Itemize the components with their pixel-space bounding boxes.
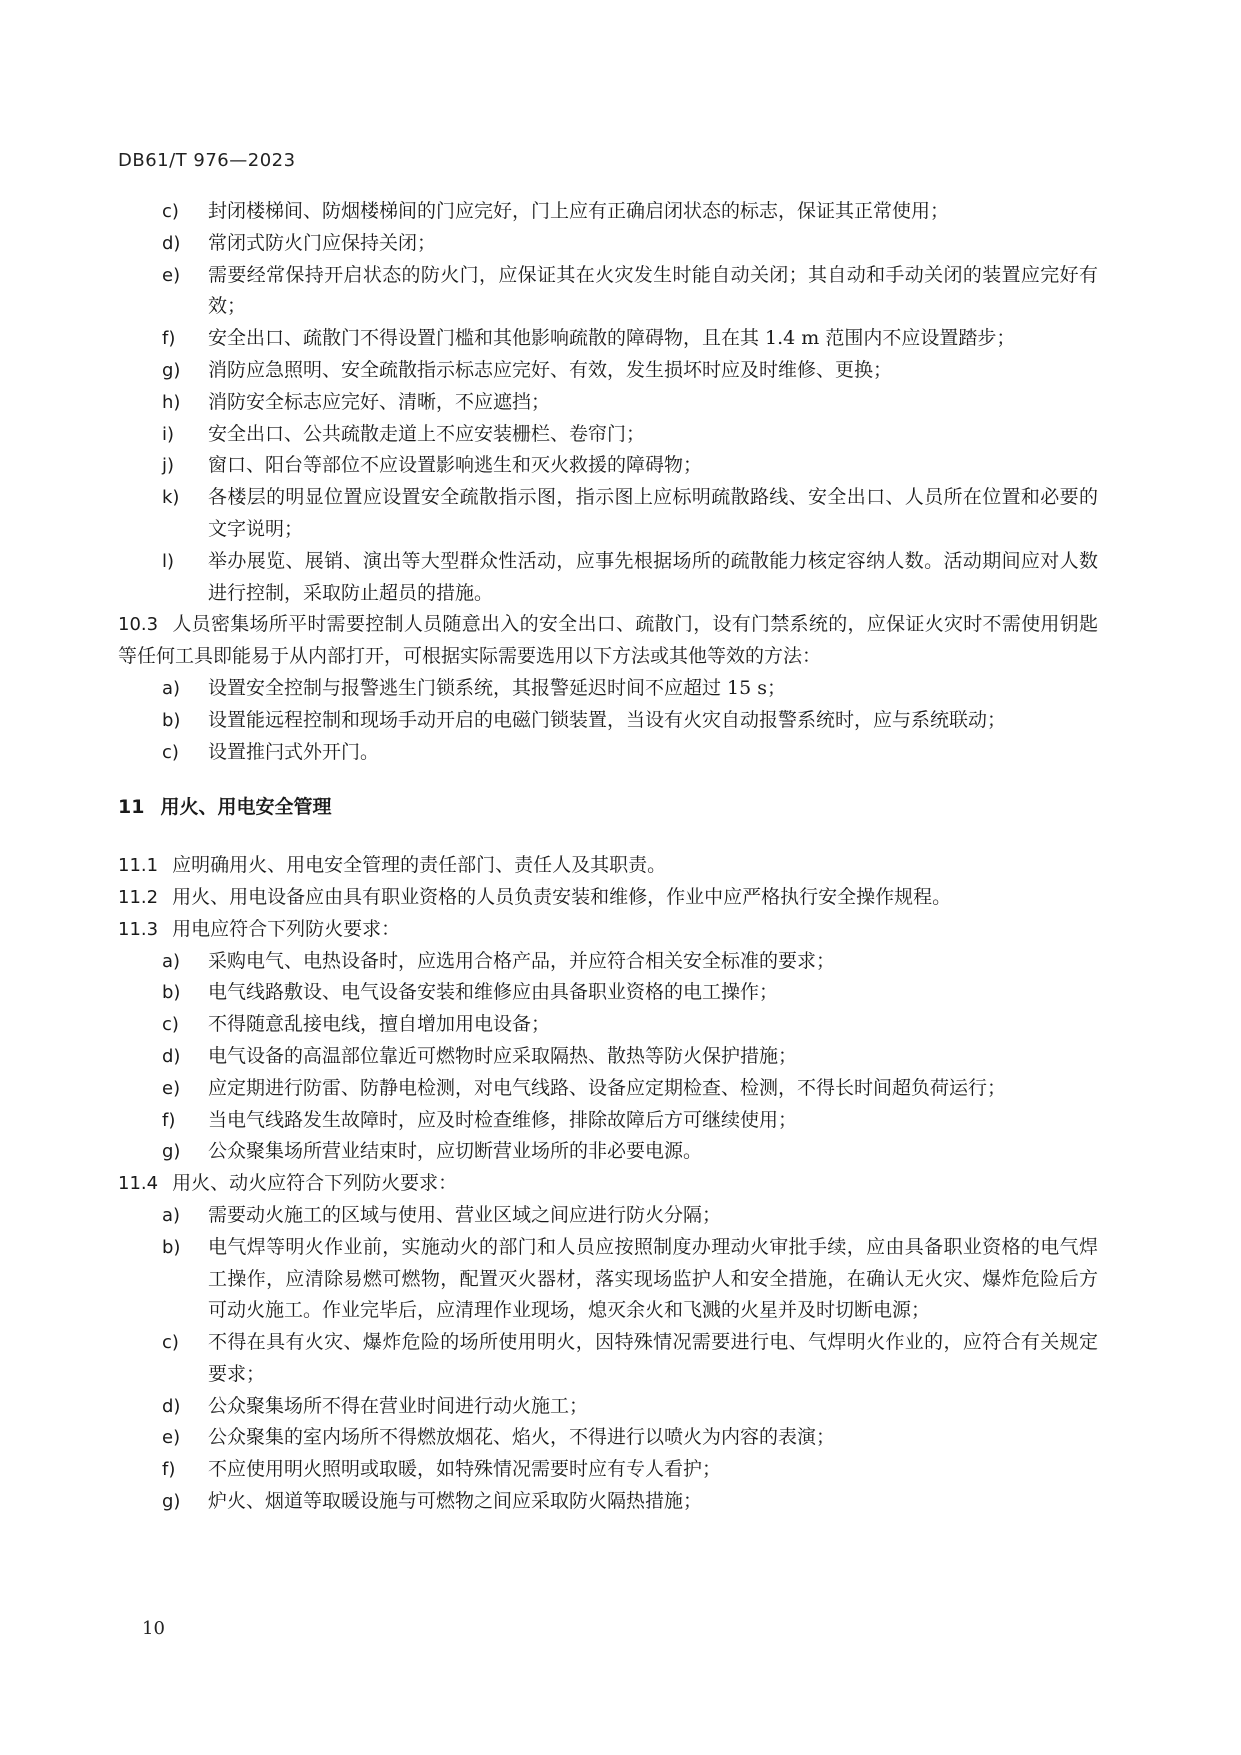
list-text: 公众聚集场所营业结束时，应切断营业场所的非必要电源。 bbox=[208, 1140, 703, 1163]
list-item bbox=[162, 1391, 1098, 1423]
list-marker: c) bbox=[162, 201, 179, 222]
list-item bbox=[162, 228, 1098, 260]
list-text: 安全出口、疏散门不得设置门槛和其他影响疏散的障碍物，且在其 1.4 m 范围内不应设置踏步； bbox=[208, 327, 1016, 350]
list-item bbox=[162, 387, 1098, 419]
list-text: 当电气线路发生故障时，应及时检查维修，排除故障后方可继续使用； bbox=[208, 1108, 798, 1131]
clause-text: 人员密集场所平时需要控制人员随意出入的安全出口、疏散门，设有门禁系统的，应保证火灾时不需使用钥匙等任何工具即能易于从内部打开，可根据实际需要选用以下方法或其他等效的方法： bbox=[118, 613, 1098, 668]
list-text: 应定期进行防雷、防静电检测，对电气线路、设备应定期检查、检测，不得长时间超负荷运行； bbox=[208, 1076, 1007, 1099]
list-text: 各楼层的明显位置应设置安全疏散指示图，指示图上应标明疏散路线、安全出口、人员所在位置和必要的文字说明； bbox=[208, 486, 1098, 540]
page-number: 10 bbox=[142, 1618, 165, 1639]
list-text: 常闭式防火门应保持关闭； bbox=[208, 231, 437, 254]
list-item bbox=[162, 1009, 1098, 1041]
list-item bbox=[162, 1327, 1098, 1391]
list-text: 不得随意乱接电线，擅自增加用电设备； bbox=[208, 1013, 551, 1036]
list-marker: g) bbox=[162, 359, 181, 381]
list-text: 窗口、阳台等部位不应设置影响逃生和灭火救援的障碍物； bbox=[208, 454, 703, 477]
list-text: 需要动火施工的区域与使用、营业区域之间应进行防火分隔； bbox=[208, 1203, 722, 1226]
list-marker: c) bbox=[162, 1014, 179, 1036]
list-text: 公众聚集场所不得在营业时间进行动火施工； bbox=[208, 1394, 589, 1417]
list-marker: d) bbox=[162, 232, 181, 254]
list-item bbox=[162, 705, 1098, 737]
list-text: 消防应急照明、安全疏散指示标志应完好、有效，发生损坏时应及时维修、更换； bbox=[208, 358, 893, 381]
clause-text: 用火、动火应符合下列防火要求： bbox=[172, 1172, 458, 1195]
list-marker: l) bbox=[162, 550, 175, 572]
list-item bbox=[162, 1454, 1098, 1486]
list-10-3 bbox=[118, 673, 1098, 768]
list-item bbox=[162, 1486, 1098, 1518]
list-marker: f) bbox=[162, 1109, 176, 1131]
clause-11-3 bbox=[118, 914, 1098, 946]
clause-11-4 bbox=[118, 1168, 1098, 1200]
list-text: 炉火、烟道等取暖设施与可燃物之间应采取防火隔热措施； bbox=[208, 1490, 703, 1513]
list-marker: d) bbox=[162, 1395, 181, 1417]
list-marker: d) bbox=[162, 1045, 181, 1067]
list-text: 采购电气、电热设备时，应选用合格产品，并应符合相关安全标准的要求； bbox=[208, 949, 836, 972]
list-marker: j) bbox=[162, 455, 175, 477]
list-marker: b) bbox=[162, 709, 181, 731]
list-item bbox=[162, 355, 1098, 387]
list-item bbox=[162, 1232, 1098, 1327]
clause-number: 11.1 bbox=[118, 855, 159, 877]
list-marker: g) bbox=[162, 1491, 181, 1513]
list-text: 举办展览、展销、演出等大型群众性活动，应事先根据场所的疏散能力核定容纳人数。活动期间应对人数进行控制，采取防止超员的措施。 bbox=[208, 549, 1098, 604]
list-text: 封闭楼梯间、防烟楼梯间的门应完好，门上应有正确启闭状态的标志，保证其正常使用； bbox=[208, 200, 950, 222]
list-marker: f) bbox=[162, 328, 176, 350]
clause-text: 用电应符合下列防火要求： bbox=[172, 917, 401, 940]
list-marker: a) bbox=[162, 950, 181, 972]
list-item bbox=[162, 1105, 1098, 1137]
list-text: 设置安全控制与报警逃生门锁系统，其报警延迟时间不应超过 15 s； bbox=[208, 676, 787, 699]
list-text: 公众聚集的室内场所不得燃放烟花、焰火，不得进行以喷火为内容的表演； bbox=[208, 1426, 836, 1449]
clause-10-3 bbox=[118, 609, 1098, 673]
clause-11-2 bbox=[118, 882, 1098, 914]
list-text: 不得在具有火灾、爆炸危险的场所使用明火，因特殊情况需要进行电、气焊明火作业的，应符合有关规定要求； bbox=[208, 1331, 1098, 1385]
clause-number: 11.4 bbox=[118, 1173, 159, 1195]
clause-text: 应明确用火、用电安全管理的责任部门、责任人及其职责。 bbox=[172, 854, 667, 877]
list-text: 设置推闩式外开门。 bbox=[208, 740, 380, 763]
document-body bbox=[118, 196, 1098, 1518]
list-item bbox=[162, 482, 1098, 546]
list-marker: c) bbox=[162, 1332, 179, 1354]
list-item bbox=[162, 1073, 1098, 1105]
list-text: 电气线路敷设、电气设备安装和维修应由具备职业资格的电工操作； bbox=[208, 981, 779, 1004]
list-11-3 bbox=[118, 946, 1098, 1169]
list-text: 需要经常保持开启状态的防火门，应保证其在火灾发生时能自动关闭；其自动和手动关闭的装置应完好有效； bbox=[208, 263, 1098, 318]
clause-text: 用火、用电设备应由具有职业资格的人员负责安装和维修，作业中应严格执行安全操作规程。 bbox=[172, 885, 952, 908]
list-marker: i) bbox=[162, 423, 175, 445]
section-heading-11 bbox=[118, 792, 1098, 824]
clause-number: 11.3 bbox=[118, 918, 159, 940]
list-text: 不应使用明火照明或取暖，如特殊情况需要时应有专人看护； bbox=[208, 1458, 722, 1481]
list-marker: f) bbox=[162, 1459, 176, 1481]
list-marker: e) bbox=[162, 1077, 181, 1099]
list-item bbox=[162, 1136, 1098, 1168]
clause-number: 10.3 bbox=[118, 614, 159, 636]
list-item bbox=[162, 1200, 1098, 1232]
list-item bbox=[162, 946, 1098, 978]
list-text: 电气焊等明火作业前，实施动火的部门和人员应按照制度办理动火审批手续，应由具备职业资格的电气焊工操作，应清除易燃可燃物，配置灭火器材，落实现场监护人和安全措施，在确认无火灾、爆炸危险后方可动火施工。作业完毕后，应清理作业现场，熄灭余火和飞溅的火星并及时切断电源； bbox=[208, 1235, 1098, 1322]
list-item bbox=[162, 1422, 1098, 1454]
list-text: 安全出口、公共疏散走道上不应安装栅栏、卷帘门； bbox=[208, 422, 646, 445]
list-marker: e) bbox=[162, 264, 181, 286]
list-text: 消防安全标志应完好、清晰，不应遮挡； bbox=[208, 390, 551, 413]
list-item bbox=[162, 1041, 1098, 1073]
list-marker: e) bbox=[162, 1427, 181, 1449]
list-marker: a) bbox=[162, 1204, 181, 1226]
section-title-text: 用火、用电安全管理 bbox=[160, 796, 332, 819]
list-marker: b) bbox=[162, 1236, 181, 1258]
list-item bbox=[162, 260, 1098, 324]
list-marker: h) bbox=[162, 391, 181, 413]
list-item bbox=[162, 450, 1098, 482]
list-11-4 bbox=[118, 1200, 1098, 1518]
list-text: 电气设备的高温部位靠近可燃物时应采取隔热、散热等防火保护措施； bbox=[208, 1044, 798, 1067]
clause-11-1 bbox=[118, 850, 1098, 882]
clause-number: 11.2 bbox=[118, 886, 159, 908]
list-10-2-continued bbox=[118, 196, 1098, 609]
document-code-header: DB61/T 976—2023 bbox=[118, 150, 296, 171]
list-item bbox=[162, 196, 1098, 228]
list-marker: b) bbox=[162, 982, 181, 1004]
list-item bbox=[162, 673, 1098, 705]
section-number: 11 bbox=[118, 796, 145, 819]
list-marker: g) bbox=[162, 1141, 181, 1163]
list-item bbox=[162, 546, 1098, 610]
list-item bbox=[162, 323, 1098, 355]
list-text: 设置能远程控制和现场手动开启的电磁门锁装置，当设有火灾自动报警系统时，应与系统联动； bbox=[208, 708, 1007, 731]
list-marker: a) bbox=[162, 677, 181, 699]
list-item bbox=[162, 977, 1098, 1009]
list-item bbox=[162, 419, 1098, 451]
list-marker: c) bbox=[162, 741, 179, 763]
list-marker: k) bbox=[162, 487, 180, 509]
list-item bbox=[162, 737, 1098, 769]
